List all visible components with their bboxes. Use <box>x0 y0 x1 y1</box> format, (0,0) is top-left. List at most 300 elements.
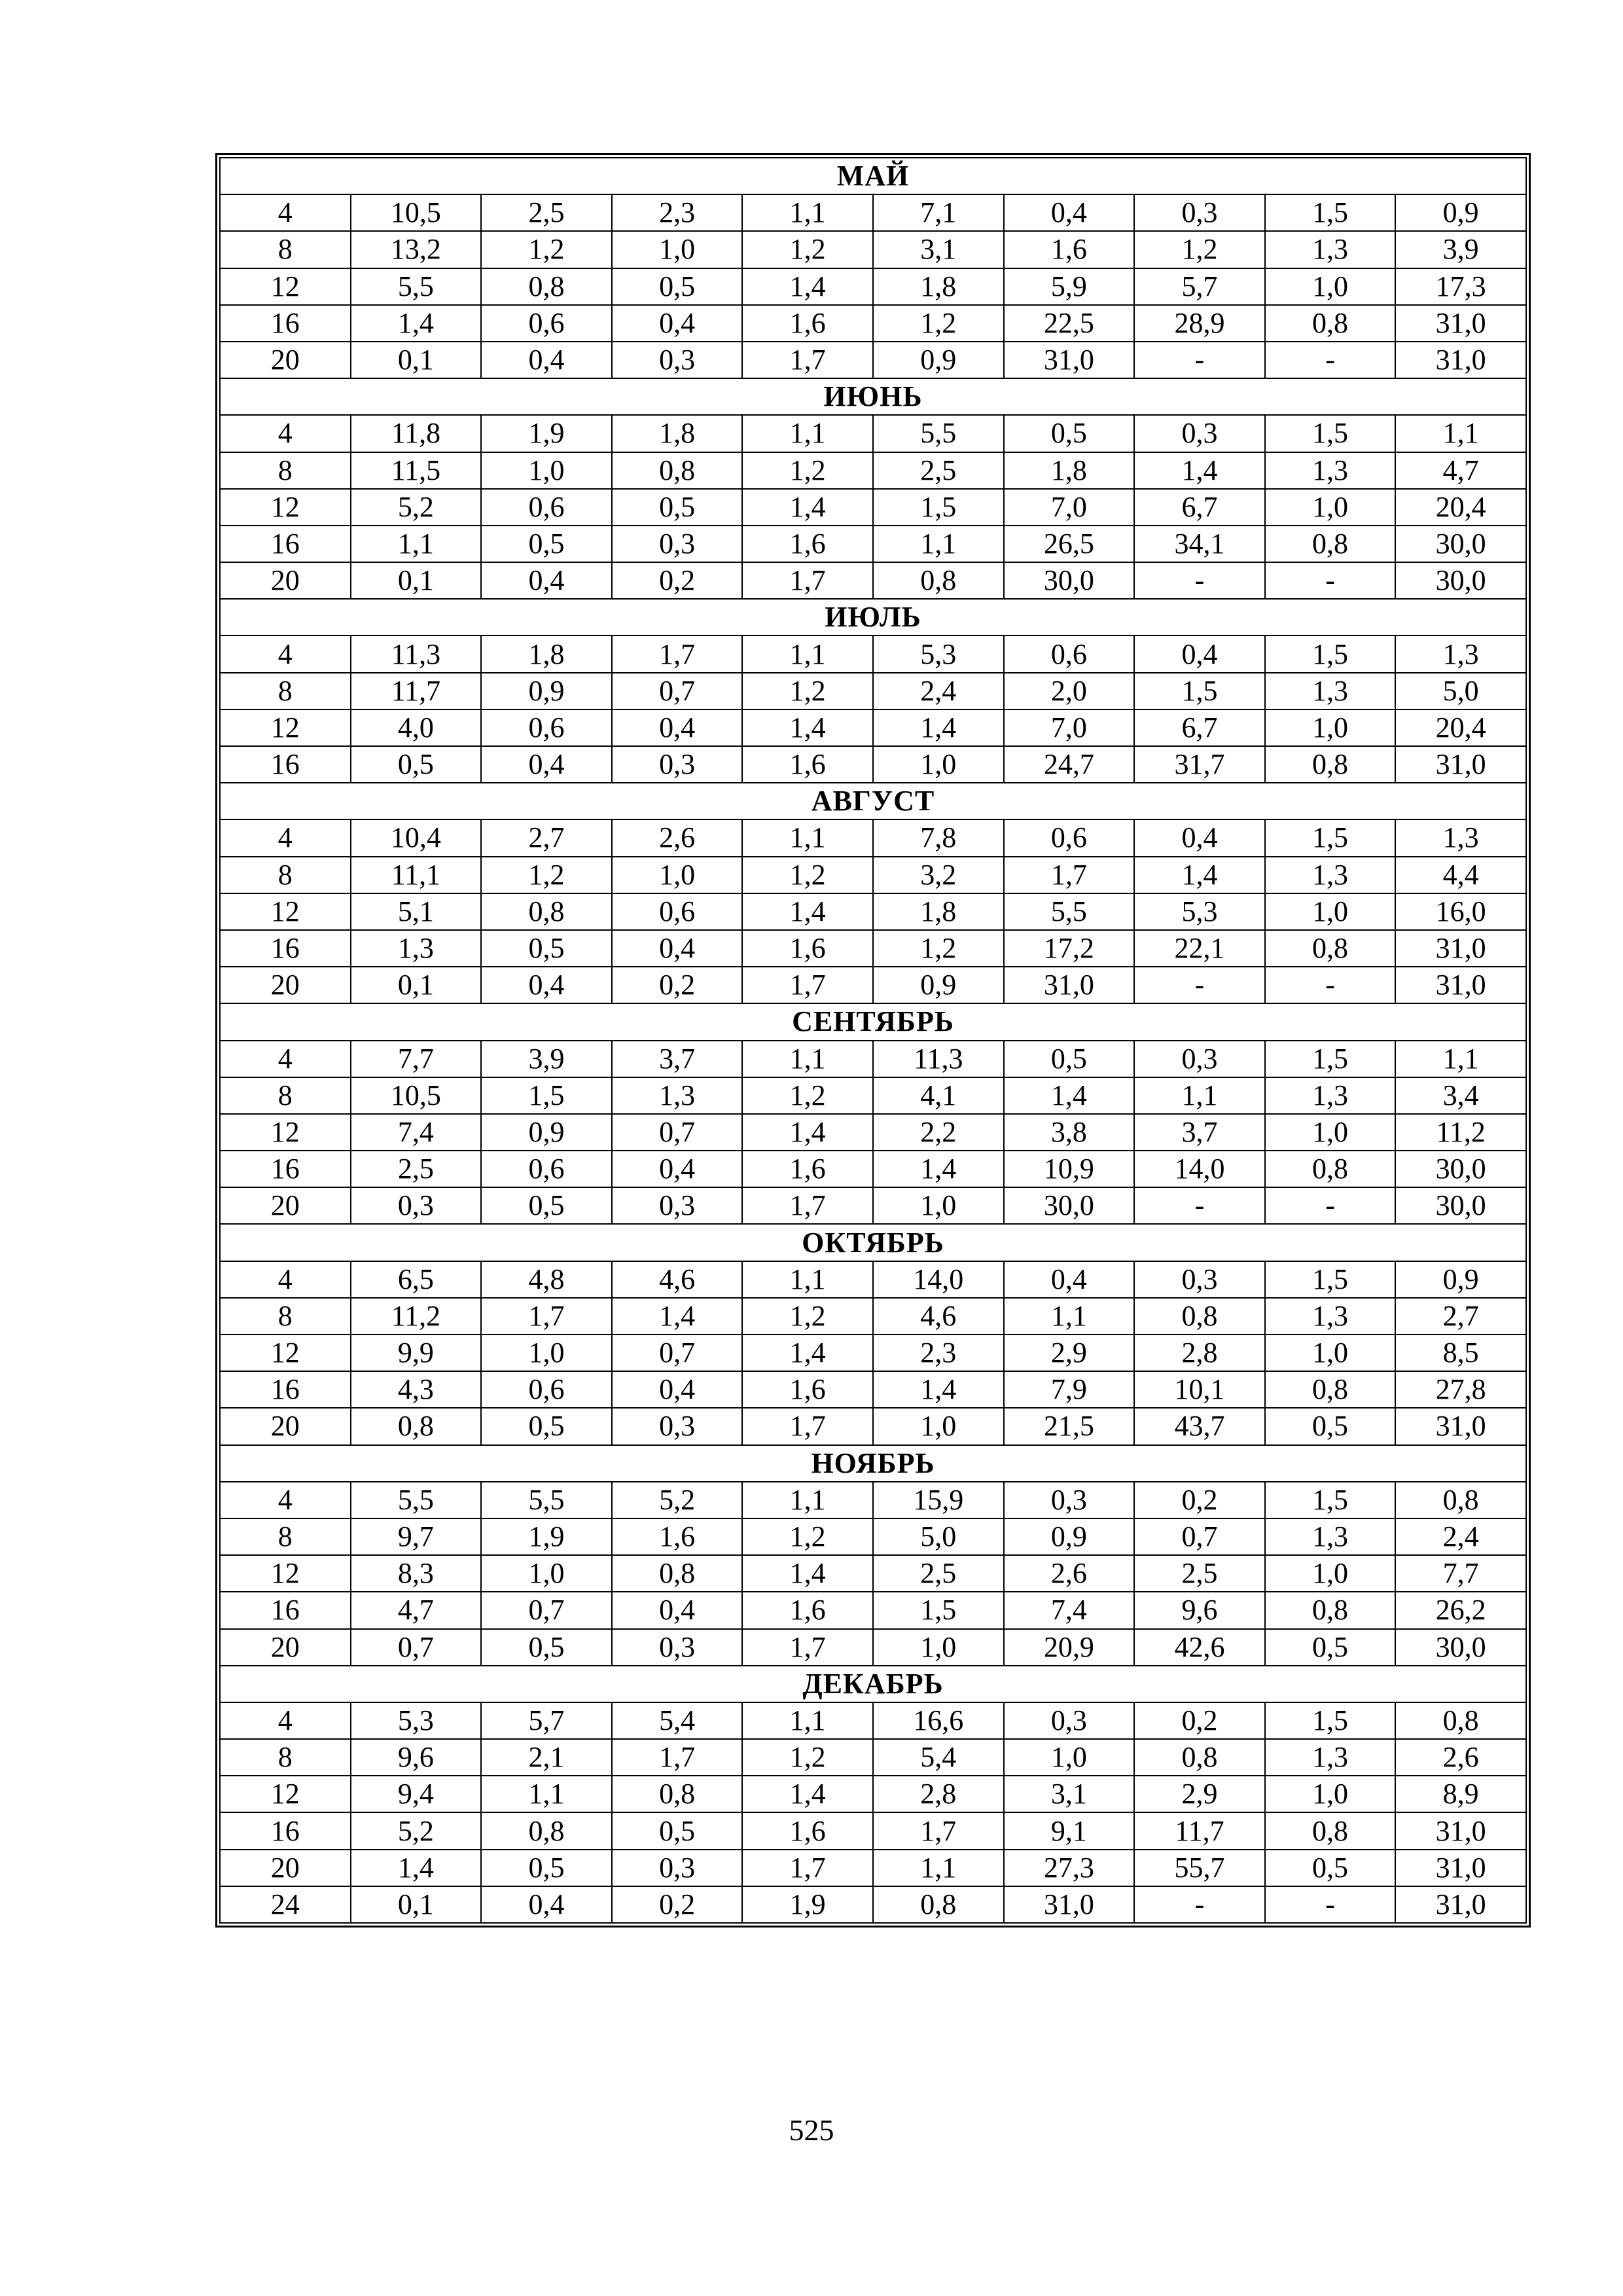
table-cell: 7,7 <box>1395 1555 1526 1592</box>
table-cell: 0,6 <box>1004 819 1135 856</box>
row-key-cell: 16 <box>220 1592 351 1628</box>
table-cell: 1,9 <box>481 415 612 452</box>
table-cell: 0,3 <box>612 746 743 783</box>
table-cell: 0,5 <box>481 1408 612 1444</box>
table-cell: 1,0 <box>612 231 743 268</box>
table-cell: 31,0 <box>1395 930 1526 967</box>
table-cell: 0,8 <box>1265 305 1396 342</box>
row-key-cell: 20 <box>220 1408 351 1444</box>
table-cell: 26,2 <box>1395 1592 1526 1628</box>
table-cell: 5,2 <box>351 489 482 526</box>
table-cell: 1,2 <box>742 231 873 268</box>
row-key-cell: 12 <box>220 1555 351 1592</box>
table-cell: 30,0 <box>1004 562 1135 599</box>
table-cell: 31,0 <box>1004 342 1135 378</box>
table-cell: 31,0 <box>1395 305 1526 342</box>
table-cell: 16,0 <box>1395 893 1526 930</box>
row-key-cell: 12 <box>220 893 351 930</box>
table-cell: 9,4 <box>351 1776 482 1812</box>
table-cell: 1,4 <box>612 1298 743 1335</box>
table-cell: 11,7 <box>351 673 482 709</box>
table-cell: 8,5 <box>1395 1335 1526 1371</box>
table-cell: 30,0 <box>1395 1151 1526 1187</box>
table-cell: 1,0 <box>873 1408 1004 1444</box>
table-cell: 22,5 <box>1004 305 1135 342</box>
table-cell: 27,8 <box>1395 1371 1526 1408</box>
table-cell: - <box>1265 342 1396 378</box>
table-cell: 0,8 <box>1265 746 1396 783</box>
table-cell: 0,2 <box>612 1886 743 1923</box>
month-header-row <box>220 1224 1526 1261</box>
table-row <box>220 1114 1526 1151</box>
month-heading: ИЮЛЬ <box>220 599 1526 636</box>
table-cell: 1,3 <box>612 1077 743 1114</box>
row-key-cell: 8 <box>220 857 351 893</box>
table-row <box>220 1482 1526 1518</box>
table-cell: 1,8 <box>873 268 1004 305</box>
table-cell: 1,8 <box>873 893 1004 930</box>
table-cell: 0,7 <box>1134 1518 1265 1555</box>
table-cell: 0,4 <box>612 930 743 967</box>
table-cell: 1,5 <box>1265 1041 1396 1077</box>
table-cell: 2,9 <box>1134 1776 1265 1812</box>
row-key-cell: 8 <box>220 452 351 489</box>
table-cell: 1,4 <box>742 709 873 746</box>
table-cell: 0,6 <box>481 1371 612 1408</box>
table-cell: 13,2 <box>351 231 482 268</box>
table-cell: 1,2 <box>742 1298 873 1335</box>
table-row <box>220 194 1526 231</box>
table-cell: 0,3 <box>1134 1261 1265 1298</box>
table-cell: 7,1 <box>873 194 1004 231</box>
table-row <box>220 342 1526 378</box>
table-cell: 1,1 <box>742 1702 873 1739</box>
table-cell: 1,5 <box>1265 1702 1396 1739</box>
table-row <box>220 1298 1526 1335</box>
table-cell: 1,1 <box>742 415 873 452</box>
table-cell: 11,1 <box>351 857 482 893</box>
table-cell: 0,4 <box>481 342 612 378</box>
table-cell: 1,3 <box>1265 452 1396 489</box>
table-row <box>220 1812 1526 1849</box>
table-cell: 0,8 <box>481 1812 612 1849</box>
table-cell: 11,5 <box>351 452 482 489</box>
row-key-cell: 8 <box>220 673 351 709</box>
table-cell: 3,7 <box>1134 1114 1265 1151</box>
table-cell: 1,2 <box>742 1739 873 1776</box>
table-cell: 0,1 <box>351 342 482 378</box>
month-header-row <box>220 1666 1526 1702</box>
table-cell: 0,4 <box>612 305 743 342</box>
table-cell: 43,7 <box>1134 1408 1265 1444</box>
row-key-cell: 20 <box>220 967 351 1003</box>
table-row <box>220 1261 1526 1298</box>
row-key-cell: 16 <box>220 1371 351 1408</box>
table-cell: 7,0 <box>1004 709 1135 746</box>
table-cell: 1,3 <box>1265 1739 1396 1776</box>
row-key-cell: 8 <box>220 1298 351 1335</box>
table-cell: 1,9 <box>742 1886 873 1923</box>
table-cell: 0,4 <box>481 562 612 599</box>
table-cell: 1,7 <box>742 1187 873 1224</box>
table-cell: 0,8 <box>481 893 612 930</box>
row-key-cell: 16 <box>220 526 351 562</box>
table-cell: 0,3 <box>1134 194 1265 231</box>
table-cell: 2,7 <box>481 819 612 856</box>
month-header-row <box>220 378 1526 415</box>
table-cell: 1,5 <box>873 489 1004 526</box>
table-cell: 1,5 <box>1265 194 1396 231</box>
table-cell: 2,0 <box>1004 673 1135 709</box>
table-cell: 30,0 <box>1395 526 1526 562</box>
table-cell: - <box>1134 562 1265 599</box>
table-cell: 15,9 <box>873 1482 1004 1518</box>
table-cell: 1,0 <box>481 1555 612 1592</box>
table-cell: 0,7 <box>612 1114 743 1151</box>
table-cell: 0,4 <box>481 746 612 783</box>
table-cell: 31,0 <box>1395 1886 1526 1923</box>
table-cell: 1,0 <box>1265 1555 1396 1592</box>
table-cell: 30,0 <box>1395 562 1526 599</box>
table-cell: 0,5 <box>481 930 612 967</box>
month-heading: НОЯБРЬ <box>220 1445 1526 1482</box>
table-cell: 2,4 <box>1395 1518 1526 1555</box>
table-cell: 0,7 <box>481 1592 612 1628</box>
month-heading: ИЮНЬ <box>220 378 1526 415</box>
table-cell: 1,5 <box>1265 1261 1396 1298</box>
table-cell: 1,4 <box>742 1555 873 1592</box>
data-table <box>219 157 1527 1924</box>
table-cell: 30,0 <box>1395 1629 1526 1666</box>
table-cell: 14,0 <box>1134 1151 1265 1187</box>
table-cell: 1,2 <box>1134 231 1265 268</box>
table-cell: 1,6 <box>742 305 873 342</box>
table-row <box>220 746 1526 783</box>
table-cell: 0,3 <box>1134 1041 1265 1077</box>
table-row <box>220 1335 1526 1371</box>
table-cell: 0,3 <box>612 1408 743 1444</box>
table-cell: 1,5 <box>1265 415 1396 452</box>
table-cell: 7,0 <box>1004 489 1135 526</box>
table-cell: 2,8 <box>873 1776 1004 1812</box>
table-cell: 5,7 <box>1134 268 1265 305</box>
table-cell: 5,0 <box>1395 673 1526 709</box>
table-cell: - <box>1134 342 1265 378</box>
table-cell: 0,5 <box>481 1629 612 1666</box>
table-cell: 0,4 <box>1134 636 1265 672</box>
table-cell: 20,4 <box>1395 709 1526 746</box>
row-key-cell: 12 <box>220 489 351 526</box>
table-cell: 1,6 <box>742 746 873 783</box>
table-cell: - <box>1134 967 1265 1003</box>
table-row <box>220 1041 1526 1077</box>
table-cell: 0,9 <box>481 673 612 709</box>
table-cell: 1,7 <box>481 1298 612 1335</box>
table-cell: 1,8 <box>612 415 743 452</box>
table-cell: 0,6 <box>481 1151 612 1187</box>
row-key-cell: 16 <box>220 305 351 342</box>
table-row <box>220 930 1526 967</box>
table-cell: 1,6 <box>742 526 873 562</box>
table-cell: 5,3 <box>873 636 1004 672</box>
table-cell: 1,5 <box>1265 819 1396 856</box>
table-cell: 0,8 <box>351 1408 482 1444</box>
row-key-cell: 4 <box>220 636 351 672</box>
table-cell: 0,6 <box>1004 636 1135 672</box>
month-heading: МАЙ <box>220 158 1526 194</box>
table-cell: 1,4 <box>1134 857 1265 893</box>
table-cell: 1,5 <box>873 1592 1004 1628</box>
table-cell: 0,1 <box>351 1886 482 1923</box>
table-cell: 1,4 <box>873 1151 1004 1187</box>
table-cell: 9,6 <box>1134 1592 1265 1628</box>
table-cell: 21,5 <box>1004 1408 1135 1444</box>
table-cell: 0,8 <box>1395 1702 1526 1739</box>
table-cell: 1,0 <box>1265 893 1396 930</box>
month-header-row <box>220 783 1526 819</box>
table-cell: 1,1 <box>742 1261 873 1298</box>
table-cell: 1,3 <box>1265 857 1396 893</box>
table-cell: 0,8 <box>481 268 612 305</box>
table-cell: 1,7 <box>742 342 873 378</box>
table-cell: 0,6 <box>481 709 612 746</box>
table-cell: 1,9 <box>481 1518 612 1555</box>
table-cell: 0,4 <box>612 1151 743 1187</box>
table-row <box>220 1371 1526 1408</box>
table-cell: 0,5 <box>612 1812 743 1849</box>
row-key-cell: 4 <box>220 1702 351 1739</box>
table-cell: 1,2 <box>481 231 612 268</box>
table-cell: 1,5 <box>1134 673 1265 709</box>
table-cell: 0,4 <box>481 1886 612 1923</box>
table-cell: 2,4 <box>873 673 1004 709</box>
table-cell: 0,2 <box>1134 1482 1265 1518</box>
table-cell: 10,1 <box>1134 1371 1265 1408</box>
table-row <box>220 1739 1526 1776</box>
table-cell: 1,4 <box>873 709 1004 746</box>
table-row <box>220 1187 1526 1224</box>
table-cell: 1,3 <box>1265 1298 1396 1335</box>
table-cell: 22,1 <box>1134 930 1265 967</box>
table-cell: 1,6 <box>742 930 873 967</box>
table-cell: 2,8 <box>1134 1335 1265 1371</box>
table-cell: 3,8 <box>1004 1114 1135 1151</box>
row-key-cell: 16 <box>220 930 351 967</box>
table-cell: 1,2 <box>742 452 873 489</box>
row-key-cell: 8 <box>220 231 351 268</box>
table-cell: 1,1 <box>1395 1041 1526 1077</box>
table-cell: 14,0 <box>873 1261 1004 1298</box>
table-cell: 0,5 <box>481 1850 612 1886</box>
table-row <box>220 857 1526 893</box>
table-cell: 0,6 <box>612 893 743 930</box>
table-cell: 1,7 <box>1004 857 1135 893</box>
table-cell: 5,5 <box>873 415 1004 452</box>
table-cell: 2,6 <box>1004 1555 1135 1592</box>
table-cell: 1,0 <box>481 1335 612 1371</box>
table-cell: 1,1 <box>742 819 873 856</box>
table-cell: 0,9 <box>481 1114 612 1151</box>
table-cell: 1,0 <box>873 1187 1004 1224</box>
table-row <box>220 1408 1526 1444</box>
table-cell: 10,4 <box>351 819 482 856</box>
row-key-cell: 12 <box>220 268 351 305</box>
table-cell: 4,1 <box>873 1077 1004 1114</box>
table-cell: 1,0 <box>1265 489 1396 526</box>
table-cell: 1,7 <box>612 636 743 672</box>
table-row <box>220 1151 1526 1187</box>
table-cell: 1,5 <box>1265 636 1396 672</box>
table-cell: 3,1 <box>873 231 1004 268</box>
table-cell: 5,5 <box>351 268 482 305</box>
row-key-cell: 16 <box>220 1151 351 1187</box>
row-key-cell: 12 <box>220 709 351 746</box>
table-cell: 1,6 <box>742 1812 873 1849</box>
table-cell: 0,9 <box>1004 1518 1135 1555</box>
table-cell: 1,0 <box>1265 1114 1396 1151</box>
table-cell: 1,6 <box>612 1518 743 1555</box>
table-cell: 2,5 <box>1134 1555 1265 1592</box>
month-heading: ОКТЯБРЬ <box>220 1224 1526 1261</box>
table-cell: 5,4 <box>612 1702 743 1739</box>
table-cell: 11,3 <box>873 1041 1004 1077</box>
table-cell: 1,4 <box>351 1850 482 1886</box>
table-row <box>220 1555 1526 1592</box>
table-cell: 0,5 <box>481 1187 612 1224</box>
row-key-cell: 12 <box>220 1114 351 1151</box>
table-cell: 1,3 <box>1265 673 1396 709</box>
table-cell: 5,2 <box>351 1812 482 1849</box>
table-cell: 3,9 <box>1395 231 1526 268</box>
table-cell: 11,2 <box>1395 1114 1526 1151</box>
table-cell: 3,9 <box>481 1041 612 1077</box>
table-cell: 11,2 <box>351 1298 482 1335</box>
table-cell: 1,4 <box>351 305 482 342</box>
table-row <box>220 415 1526 452</box>
table-cell: 0,7 <box>612 1335 743 1371</box>
table-cell: 4,6 <box>612 1261 743 1298</box>
row-key-cell: 20 <box>220 342 351 378</box>
table-cell: - <box>1265 1886 1396 1923</box>
row-key-cell: 8 <box>220 1518 351 1555</box>
table-cell: 8,3 <box>351 1555 482 1592</box>
table-cell: 0,5 <box>1265 1408 1396 1444</box>
table-cell: 1,3 <box>1395 819 1526 856</box>
table-cell: 0,8 <box>1265 1592 1396 1628</box>
table-cell: 31,0 <box>1004 967 1135 1003</box>
table-cell: 2,3 <box>873 1335 1004 1371</box>
table-cell: 2,1 <box>481 1739 612 1776</box>
table-cell: 17,2 <box>1004 930 1135 967</box>
table-cell: 1,5 <box>1265 1482 1396 1518</box>
table-cell: 6,5 <box>351 1261 482 1298</box>
table-cell: 3,2 <box>873 857 1004 893</box>
table-cell: 2,7 <box>1395 1298 1526 1335</box>
table-cell: 0,5 <box>612 489 743 526</box>
month-header-row <box>220 158 1526 194</box>
table-cell: 0,1 <box>351 562 482 599</box>
table-cell: 1,0 <box>873 1629 1004 1666</box>
table-cell: 1,8 <box>481 636 612 672</box>
table-cell: 0,3 <box>612 1629 743 1666</box>
table-cell: 1,1 <box>742 194 873 231</box>
table-cell: 20,9 <box>1004 1629 1135 1666</box>
table-cell: 0,8 <box>612 1555 743 1592</box>
table-cell: 1,4 <box>1004 1077 1135 1114</box>
table-cell: 5,2 <box>612 1482 743 1518</box>
table-cell: 1,7 <box>742 967 873 1003</box>
table-cell: 0,5 <box>481 526 612 562</box>
table-cell: 4,8 <box>481 1261 612 1298</box>
table-cell: 30,0 <box>1395 1187 1526 1224</box>
table-cell: 1,2 <box>742 1077 873 1114</box>
table-row <box>220 1702 1526 1739</box>
table-cell: 8,9 <box>1395 1776 1526 1812</box>
table-cell: 3,4 <box>1395 1077 1526 1114</box>
table-row <box>220 268 1526 305</box>
table-cell: 26,5 <box>1004 526 1135 562</box>
table-row <box>220 1077 1526 1114</box>
table-cell: 7,8 <box>873 819 1004 856</box>
table-cell: 1,1 <box>1004 1298 1135 1335</box>
table-cell: 1,7 <box>742 1850 873 1886</box>
table-cell: 0,8 <box>1265 526 1396 562</box>
row-key-cell: 4 <box>220 194 351 231</box>
table-cell: 0,8 <box>1265 1812 1396 1849</box>
table-cell: 7,9 <box>1004 1371 1135 1408</box>
table-cell: 1,3 <box>1395 636 1526 672</box>
table-cell: 0,8 <box>612 452 743 489</box>
table-cell: 1,0 <box>873 746 1004 783</box>
table-cell: 2,5 <box>873 1555 1004 1592</box>
table-cell: 1,4 <box>742 893 873 930</box>
table-cell: 9,1 <box>1004 1812 1135 1849</box>
table-cell: 2,6 <box>1395 1739 1526 1776</box>
table-cell: 1,0 <box>1265 1335 1396 1371</box>
row-key-cell: 8 <box>220 1077 351 1114</box>
table-cell: 1,2 <box>742 1518 873 1555</box>
row-key-cell: 16 <box>220 1812 351 1849</box>
table-cell: 2,5 <box>481 194 612 231</box>
table-cell: 0,3 <box>612 1187 743 1224</box>
table-cell: 0,5 <box>612 268 743 305</box>
table-cell: 0,8 <box>1395 1482 1526 1518</box>
table-cell: 2,6 <box>612 819 743 856</box>
table-row <box>220 709 1526 746</box>
table-cell: 2,5 <box>351 1151 482 1187</box>
table-cell: 28,9 <box>1134 305 1265 342</box>
table-cell: 0,5 <box>1004 415 1135 452</box>
table-cell: 0,4 <box>612 709 743 746</box>
table-cell: 0,2 <box>612 967 743 1003</box>
table-cell: 10,5 <box>351 1077 482 1114</box>
table-cell: 0,7 <box>351 1629 482 1666</box>
table-cell: 0,9 <box>873 967 1004 1003</box>
table-cell: 0,8 <box>1134 1298 1265 1335</box>
table-cell: 11,7 <box>1134 1812 1265 1849</box>
month-header-row <box>220 599 1526 636</box>
table-cell: 1,7 <box>742 1408 873 1444</box>
table-row <box>220 526 1526 562</box>
table-cell: 7,7 <box>351 1041 482 1077</box>
table-cell: 10,5 <box>351 194 482 231</box>
row-key-cell: 24 <box>220 1886 351 1923</box>
table-cell: 0,4 <box>481 967 612 1003</box>
table-cell: 0,5 <box>1265 1629 1396 1666</box>
table-cell: 9,7 <box>351 1518 482 1555</box>
table-cell: 1,4 <box>742 1335 873 1371</box>
table-cell: 2,9 <box>1004 1335 1135 1371</box>
